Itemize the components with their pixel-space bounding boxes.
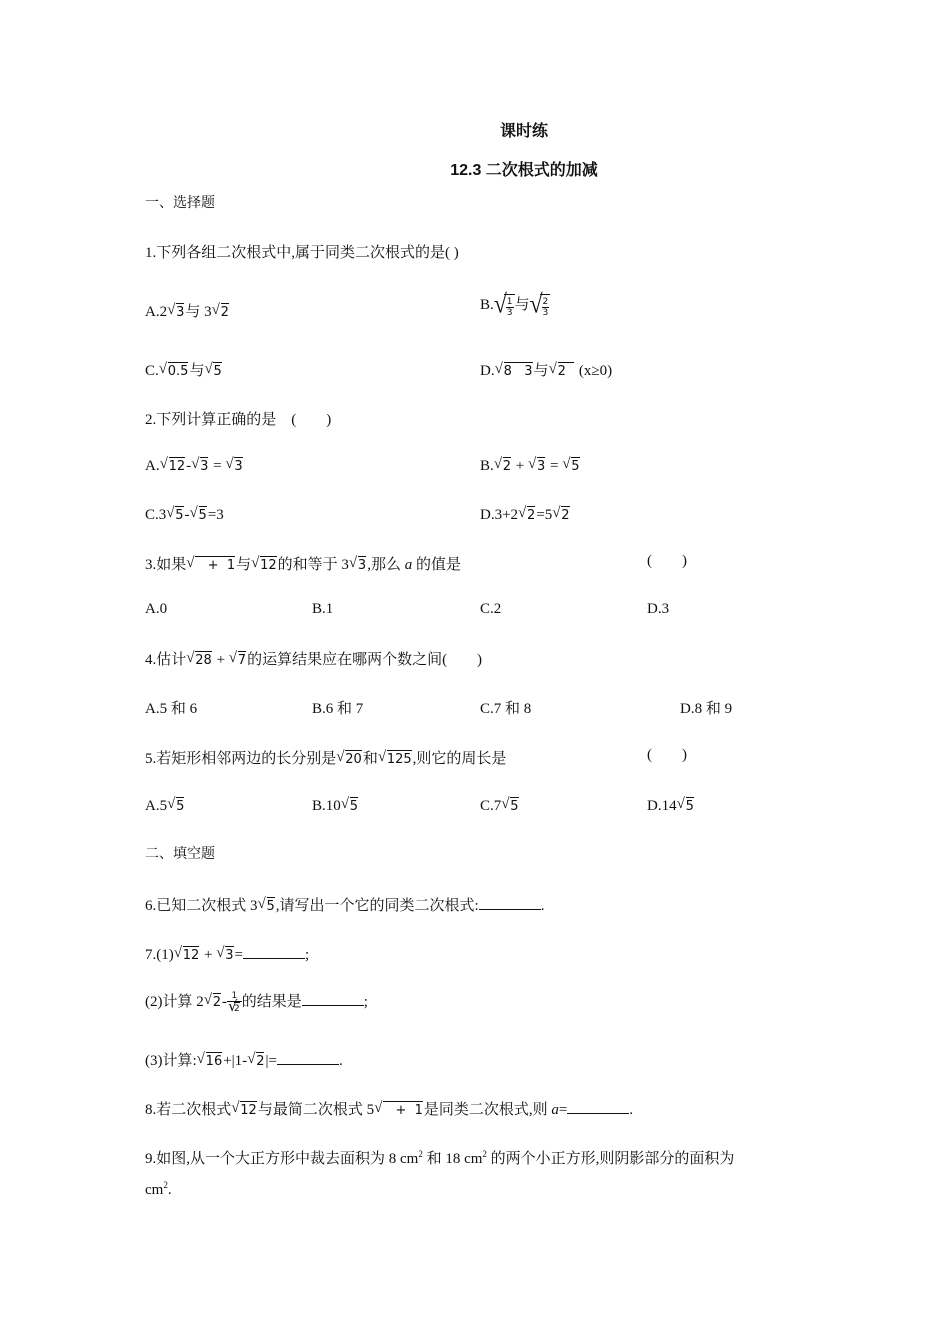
question-1-option-d[interactable]: D.√ 8 3与√ 2 (x≥0) — [480, 359, 612, 380]
question-7-1-blank[interactable] — [243, 944, 305, 959]
question-4-stem: 4.估计√ 28 + √ 7的运算结果应在哪两个数之间( ) — [145, 648, 482, 669]
question-4-option-c[interactable]: C.7 和 8 — [480, 701, 532, 717]
question-5-answer-paren: ( ) — [647, 747, 687, 763]
question-1-option-c[interactable]: C.√ 0.5与√ 5 — [145, 359, 223, 380]
question-3-stem: 3.如果√ + 1与√ 12的和等于 3√ 3,那么 a 的值是 — [145, 553, 461, 574]
question-2-option-d[interactable]: D.3+2√ 2=5√ 2 — [480, 506, 571, 524]
question-9-line-1: 9.如图,从一个大正方形中裁去面积为 8 $cm^2$ 和 18 $cm^2$ 的两个小正方形,则阴影部分的面积为 — [145, 1149, 735, 1167]
question-3-option-c[interactable]: C.2 — [480, 601, 502, 617]
question-4-option-d[interactable]: D.8 和 9 — [680, 701, 733, 717]
question-9-line-2: $cm^2$. — [145, 1180, 172, 1198]
question-7-2-blank[interactable] — [302, 991, 364, 1006]
question-6-blank[interactable] — [479, 895, 541, 910]
question-2-option-c[interactable]: C.3√ 5-√ 5=3 — [145, 506, 224, 524]
section-choice-heading: 一、选择题 — [145, 195, 215, 211]
page-title: 课时练 — [499, 123, 548, 140]
question-3-answer-paren: ( ) — [647, 553, 687, 569]
question-8-blank[interactable] — [567, 1099, 629, 1114]
question-7-part-1: 7.(1)√ 12 + √ 3= ; — [145, 944, 309, 964]
section-fill-heading: 二、填空题 — [145, 846, 215, 862]
question-5-option-b[interactable]: B.10√ 5 — [312, 797, 359, 815]
question-7-part-3: (3)计算:√ 16+|1-√ 2|= . — [145, 1049, 343, 1070]
question-1-option-b[interactable]: B. √ $\frac{1}{3}$ 与 √ $\frac{2}{3}$ — [480, 293, 550, 318]
question-3-option-a[interactable]: A.0 — [145, 601, 168, 617]
question-5-stem: 5.若矩形相邻两边的长分别是√ 20和√ 125,则它的周长是 — [145, 747, 506, 768]
question-5-option-a[interactable]: A.5√ 5 — [145, 797, 185, 815]
question-7-part-2: (2)计算 2√ 2- 1 √ 2 的结果是 ; — [145, 990, 368, 1014]
question-3-option-d[interactable]: D.3 — [647, 601, 670, 617]
question-1-option-a[interactable]: A.2√ 3与 3√ 2 — [145, 300, 230, 321]
question-2-stem: 2.下列计算正确的是 ( ) — [145, 412, 332, 428]
question-2-option-a[interactable]: A.√ 12-√ 3 = √ 3 — [145, 457, 244, 475]
question-8: 8.若二次根式√ 12与最简二次根式 5√ + 1是同类二次根式,则 a= . — [145, 1098, 633, 1119]
question-2-option-b[interactable]: B.√ 2 + √ 3 = √ 5 — [480, 457, 581, 475]
question-5-option-d[interactable]: D.14√ 5 — [647, 797, 695, 815]
question-4-option-a[interactable]: A.5 和 6 — [145, 701, 198, 717]
question-5-option-c[interactable]: C.7√ 5 — [480, 797, 520, 815]
lesson-title: 12.3 二次根式的加减 — [450, 162, 598, 179]
question-3-option-b[interactable]: B.1 — [312, 601, 334, 617]
question-4-option-b[interactable]: B.6 和 7 — [312, 701, 364, 717]
question-1-stem: 1.下列各组二次根式中,属于同类二次根式的是( ) — [145, 245, 459, 261]
question-7-3-blank[interactable] — [277, 1050, 339, 1065]
question-6: 6.已知二次根式 3√ 5,请写出一个它的同类二次根式: . — [145, 894, 544, 915]
